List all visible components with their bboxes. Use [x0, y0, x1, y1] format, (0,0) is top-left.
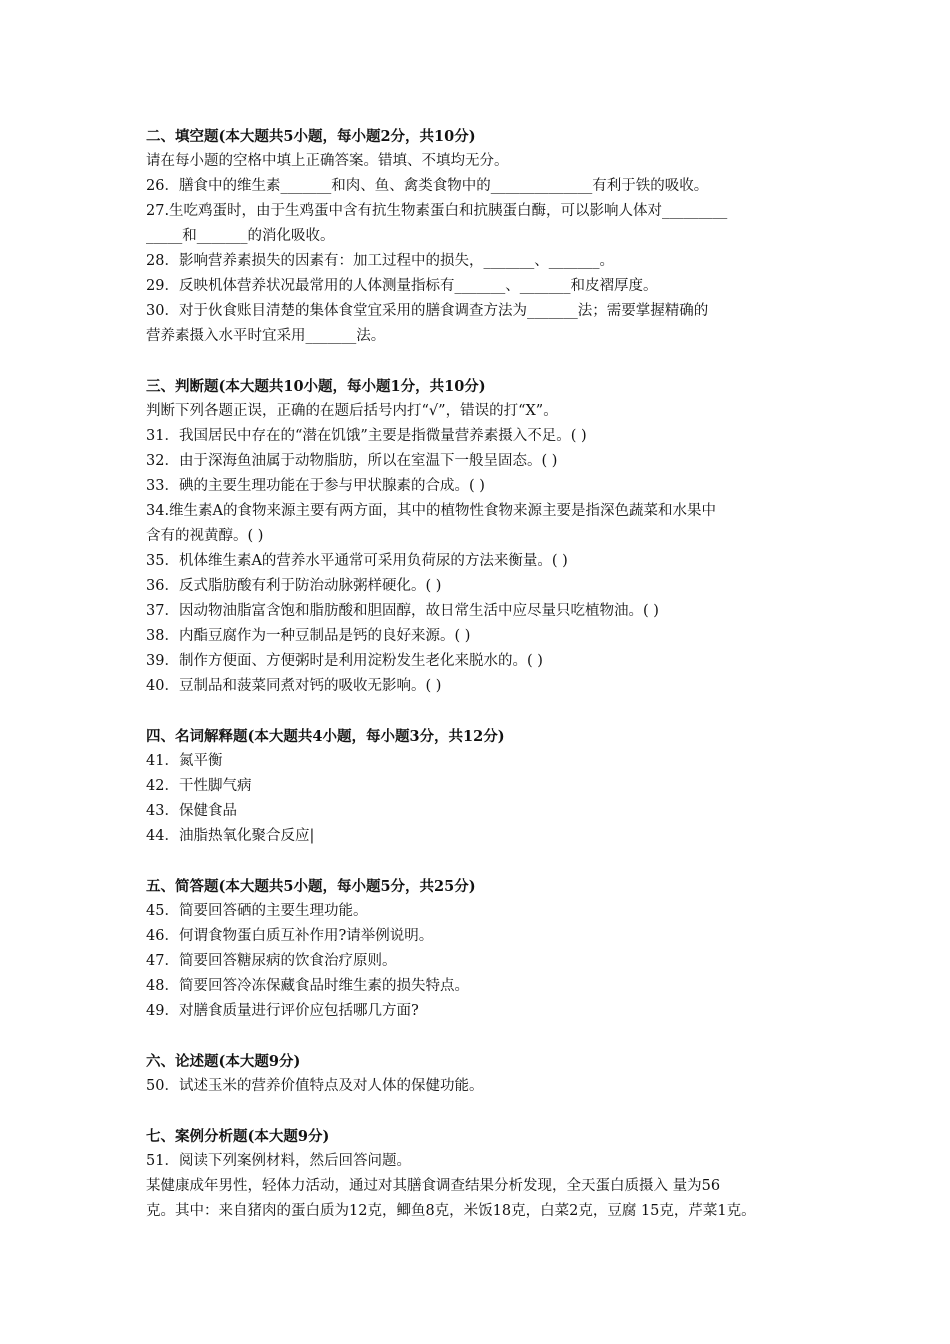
- question-42: 42．干性脚气病: [146, 778, 252, 794]
- question-50: 50．试述玉米的营养价值特点及对人体的保健功能。: [146, 1078, 484, 1094]
- question-33: 33．碘的主要生理功能在于参与甲状腺素的合成。( ): [146, 478, 485, 494]
- question-49: 49．对膳食质量进行评价应包括哪几方面?: [146, 1003, 419, 1019]
- question-31: 31．我国居民中存在的“潜在饥饿”主要是指微量营养素摄入不足。( ): [146, 428, 587, 444]
- question-40: 40．豆制品和菠菜同煮对钙的吸收无影响。( ): [146, 678, 442, 694]
- section-spacer: [146, 849, 826, 874]
- question-30: 30．对于伙食账目清楚的集体食堂宜采用的膳食调查方法为_______法；需要掌握精确的: [146, 303, 709, 319]
- question-38: 38．内酯豆腐作为一种豆制品是钙的良好来源。( ): [146, 628, 471, 644]
- question-46: 46．何谓食物蛋白质互补作用?请举例说明。: [146, 928, 434, 944]
- exam-content: [146, 124, 826, 1224]
- question-34-cont: 含有的视黄醇。( ): [146, 528, 264, 544]
- section-spacer: [146, 1024, 826, 1049]
- question-36: 36．反式脂肪酸有利于防治动脉粥样硬化。( ): [146, 578, 442, 594]
- question-27-cont: _____和_______的消化吸收。: [146, 228, 335, 244]
- question-43: 43．保健食品: [146, 803, 237, 819]
- question-37: 37．因动物油脂富含饱和脂肪酸和胆固醇，故日常生活中应尽量只吃植物油。( ): [146, 603, 659, 619]
- section-heading: 五、简答题(本大题共5小题，每小题5分，共25分): [146, 878, 476, 895]
- section-spacer: [146, 1099, 826, 1124]
- section-fill-in-blank: [146, 124, 826, 349]
- section-heading: 三、判断题(本大题共10小题，每小题1分，共10分): [146, 378, 486, 395]
- section-case-analysis: [146, 1124, 826, 1224]
- question-29: 29．反映机体营养状况最常用的人体测量指标有_______、_______和皮褶厚度。: [146, 278, 658, 294]
- question-45: 45．简要回答硒的主要生理功能。: [146, 903, 368, 919]
- question-39: 39．制作方便面、方便粥时是利用淀粉发生老化来脱水的。( ): [146, 653, 543, 669]
- section-heading: 四、名词解释题(本大题共4小题，每小题3分，共12分): [146, 728, 505, 745]
- question-30-cont: 营养素摄入水平时宜采用_______法。: [146, 328, 386, 344]
- case-text-line-1: 某健康成年男性，轻体力活动，通过对其膳食调查结果分析发现，全天蛋白质摄入 量为56: [146, 1178, 721, 1194]
- section-true-false: [146, 374, 826, 699]
- question-44: 44．油脂热氧化聚合反应|: [146, 828, 315, 844]
- question-47: 47．简要回答糖尿病的饮食治疗原则。: [146, 953, 397, 969]
- case-text-line-2: 克。其中：来自猪肉的蛋白质为12克，鲫鱼8克，米饭18克，白菜2克，豆腐 15克，芹菜1克。: [146, 1203, 756, 1219]
- question-35: 35．机体维生素A的营养水平通常可采用负荷尿的方法来衡量。( ): [146, 553, 568, 569]
- question-34: 34.维生素A的食物来源主要有两方面，其中的植物性食物来源主要是指深色蔬菜和水果中: [146, 503, 717, 519]
- question-51: 51．阅读下列案例材料，然后回答问题。: [146, 1153, 411, 1169]
- section-spacer: [146, 699, 826, 724]
- section-short-answer: [146, 874, 826, 1024]
- section-essay: [146, 1049, 826, 1099]
- section-spacer: [146, 349, 826, 374]
- question-27: 27.生吃鸡蛋时，由于生鸡蛋中含有抗生物素蛋白和抗胰蛋白酶，可以影响人体对_________: [146, 203, 728, 219]
- question-41: 41．氮平衡: [146, 753, 223, 769]
- question-28: 28．影响营养素损失的因素有：加工过程中的损失，_______、_______。: [146, 253, 614, 269]
- section-heading: 六、论述题(本大题9分): [146, 1053, 301, 1070]
- instruction-text: 判断下列各题正误，正确的在题后括号内打“√”，错误的打“X”。: [146, 403, 558, 419]
- instruction-text: 请在每小题的空格中填上正确答案。错填、不填均无分。: [146, 153, 509, 169]
- section-definitions: [146, 724, 826, 849]
- question-32: 32．由于深海鱼油属于动物脂肪，所以在室温下一般呈固态。( ): [146, 453, 558, 469]
- question-48: 48．简要回答冷冻保藏食品时维生素的损失特点。: [146, 978, 469, 994]
- section-heading: 七、案例分析题(本大题9分): [146, 1128, 330, 1145]
- question-26: 26．膳食中的维生素_______和肉、鱼、禽类食物中的______________有利于铁的吸收。: [146, 178, 709, 194]
- section-heading: 二、填空题(本大题共5小题，每小题2分，共10分): [146, 128, 476, 145]
